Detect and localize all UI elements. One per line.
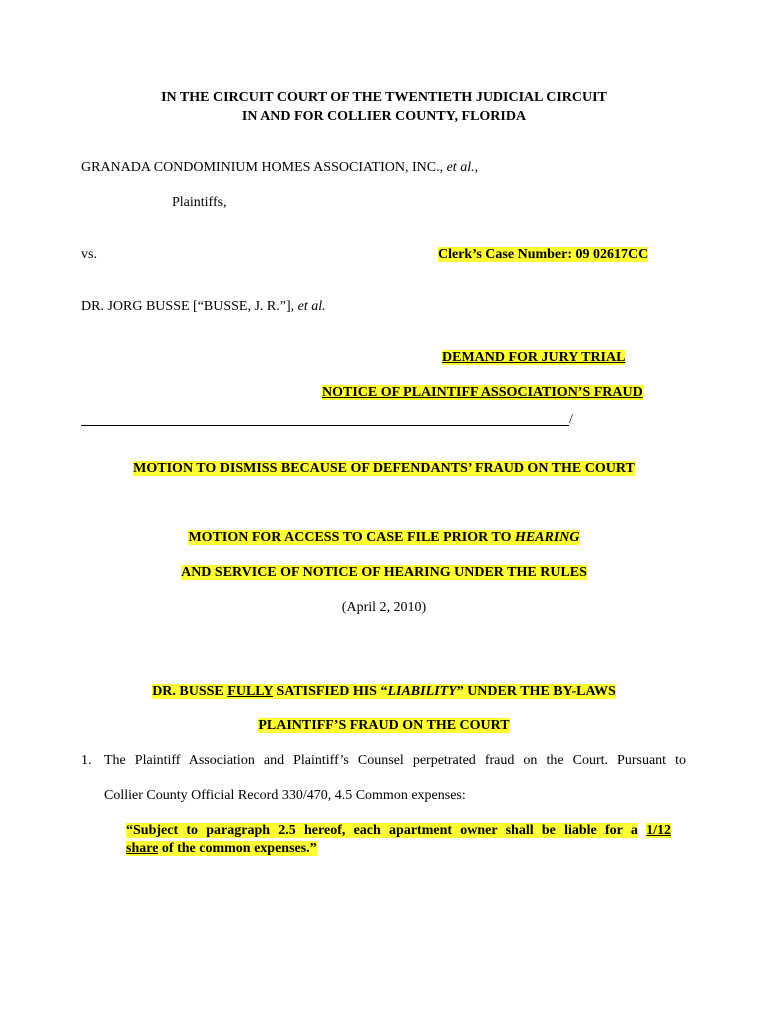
busse-part1: DR. BUSSE <box>152 684 224 699</box>
motion-dismiss-text: MOTION TO DISMISS BECAUSE OF DEFENDANTS’ FRAUD ON THE COURT <box>133 461 635 476</box>
busse-liability-heading <box>0 683 768 701</box>
plaintiff-party <box>81 159 478 177</box>
busse-liability: LIABILITY <box>387 684 457 699</box>
busse-part2: SATISFIED HIS “ <box>276 684 388 699</box>
defendant-name: DR. JORG BUSSE [“BUSSE, J. R.”], <box>81 299 295 314</box>
busse-fully: FULLY <box>227 684 273 699</box>
busse-liability-box <box>152 684 616 699</box>
jury-demand-heading <box>442 349 625 367</box>
plaintiffs-label: Plaintiffs, <box>172 195 227 210</box>
case-number <box>438 246 648 264</box>
versus-label: vs. <box>81 247 97 262</box>
by-laws-quote <box>126 822 671 858</box>
paragraph-line2: Collier County Official Record 330/470, 4.5 Common expenses: <box>104 788 466 803</box>
court-name-line2: IN AND FOR COLLIER COUNTY, FLORIDA <box>241 109 527 124</box>
motion-access-text: MOTION FOR ACCESS TO CASE FILE PRIOR TO <box>188 530 512 545</box>
quote-text-part2: of the common expenses.” <box>161 841 317 856</box>
court-name-line1: IN THE CIRCUIT COURT OF THE TWENTIETH JUDICIAL CIRCUIT <box>161 90 607 105</box>
service-notice-text: AND SERVICE OF NOTICE OF HEARING UNDER THE RULES <box>181 565 587 580</box>
plaintiff-fraud-text: PLAINTIFF’S FRAUD ON THE COURT <box>258 718 510 733</box>
quote-text-part1: “Subject to paragraph 2.5 hereof, each apartment owner shall be liable for a <box>126 823 638 838</box>
busse-part3: ” UNDER THE BY-LAWS <box>456 684 616 699</box>
plaintiff-fraud-heading <box>0 717 768 735</box>
quote-line2 <box>126 840 671 858</box>
paragraph-number: 1. <box>81 753 92 768</box>
jury-demand-text: DEMAND FOR JURY TRIAL <box>442 350 626 365</box>
service-notice-heading <box>0 564 768 582</box>
quote-share: share <box>126 841 159 856</box>
motion-access-heading <box>0 529 768 547</box>
quote-fraction: 1/12 <box>646 823 671 838</box>
notice-fraud-text: NOTICE OF PLAINTIFF ASSOCIATION’S FRAUD <box>322 385 643 400</box>
caption-rule <box>81 425 569 426</box>
plaintiff-et-al: et al. <box>446 160 475 175</box>
motion-dismiss-heading <box>0 460 768 478</box>
motion-access-box <box>188 530 579 545</box>
plaintiff-trailing-comma: , <box>474 160 479 175</box>
caption-rule-slash: / <box>569 412 573 427</box>
case-number-text: Clerk’s Case Number: 09 02617CC <box>438 247 649 262</box>
motion-access-hearing: HEARING <box>514 530 580 545</box>
quote-line1 <box>126 822 671 840</box>
defendant-party <box>81 298 326 316</box>
defendant-et-al: et al. <box>297 299 326 314</box>
paragraph-line1: The Plaintiff Association and Plaintiff’s Counsel perpetrated fraud on the Court. Pursuant to <box>104 753 686 768</box>
notice-fraud-heading <box>322 384 643 402</box>
document-date: (April 2, 2010) <box>341 600 427 615</box>
plaintiff-name: GRANADA CONDOMINIUM HOMES ASSOCIATION, INC., <box>81 160 444 175</box>
